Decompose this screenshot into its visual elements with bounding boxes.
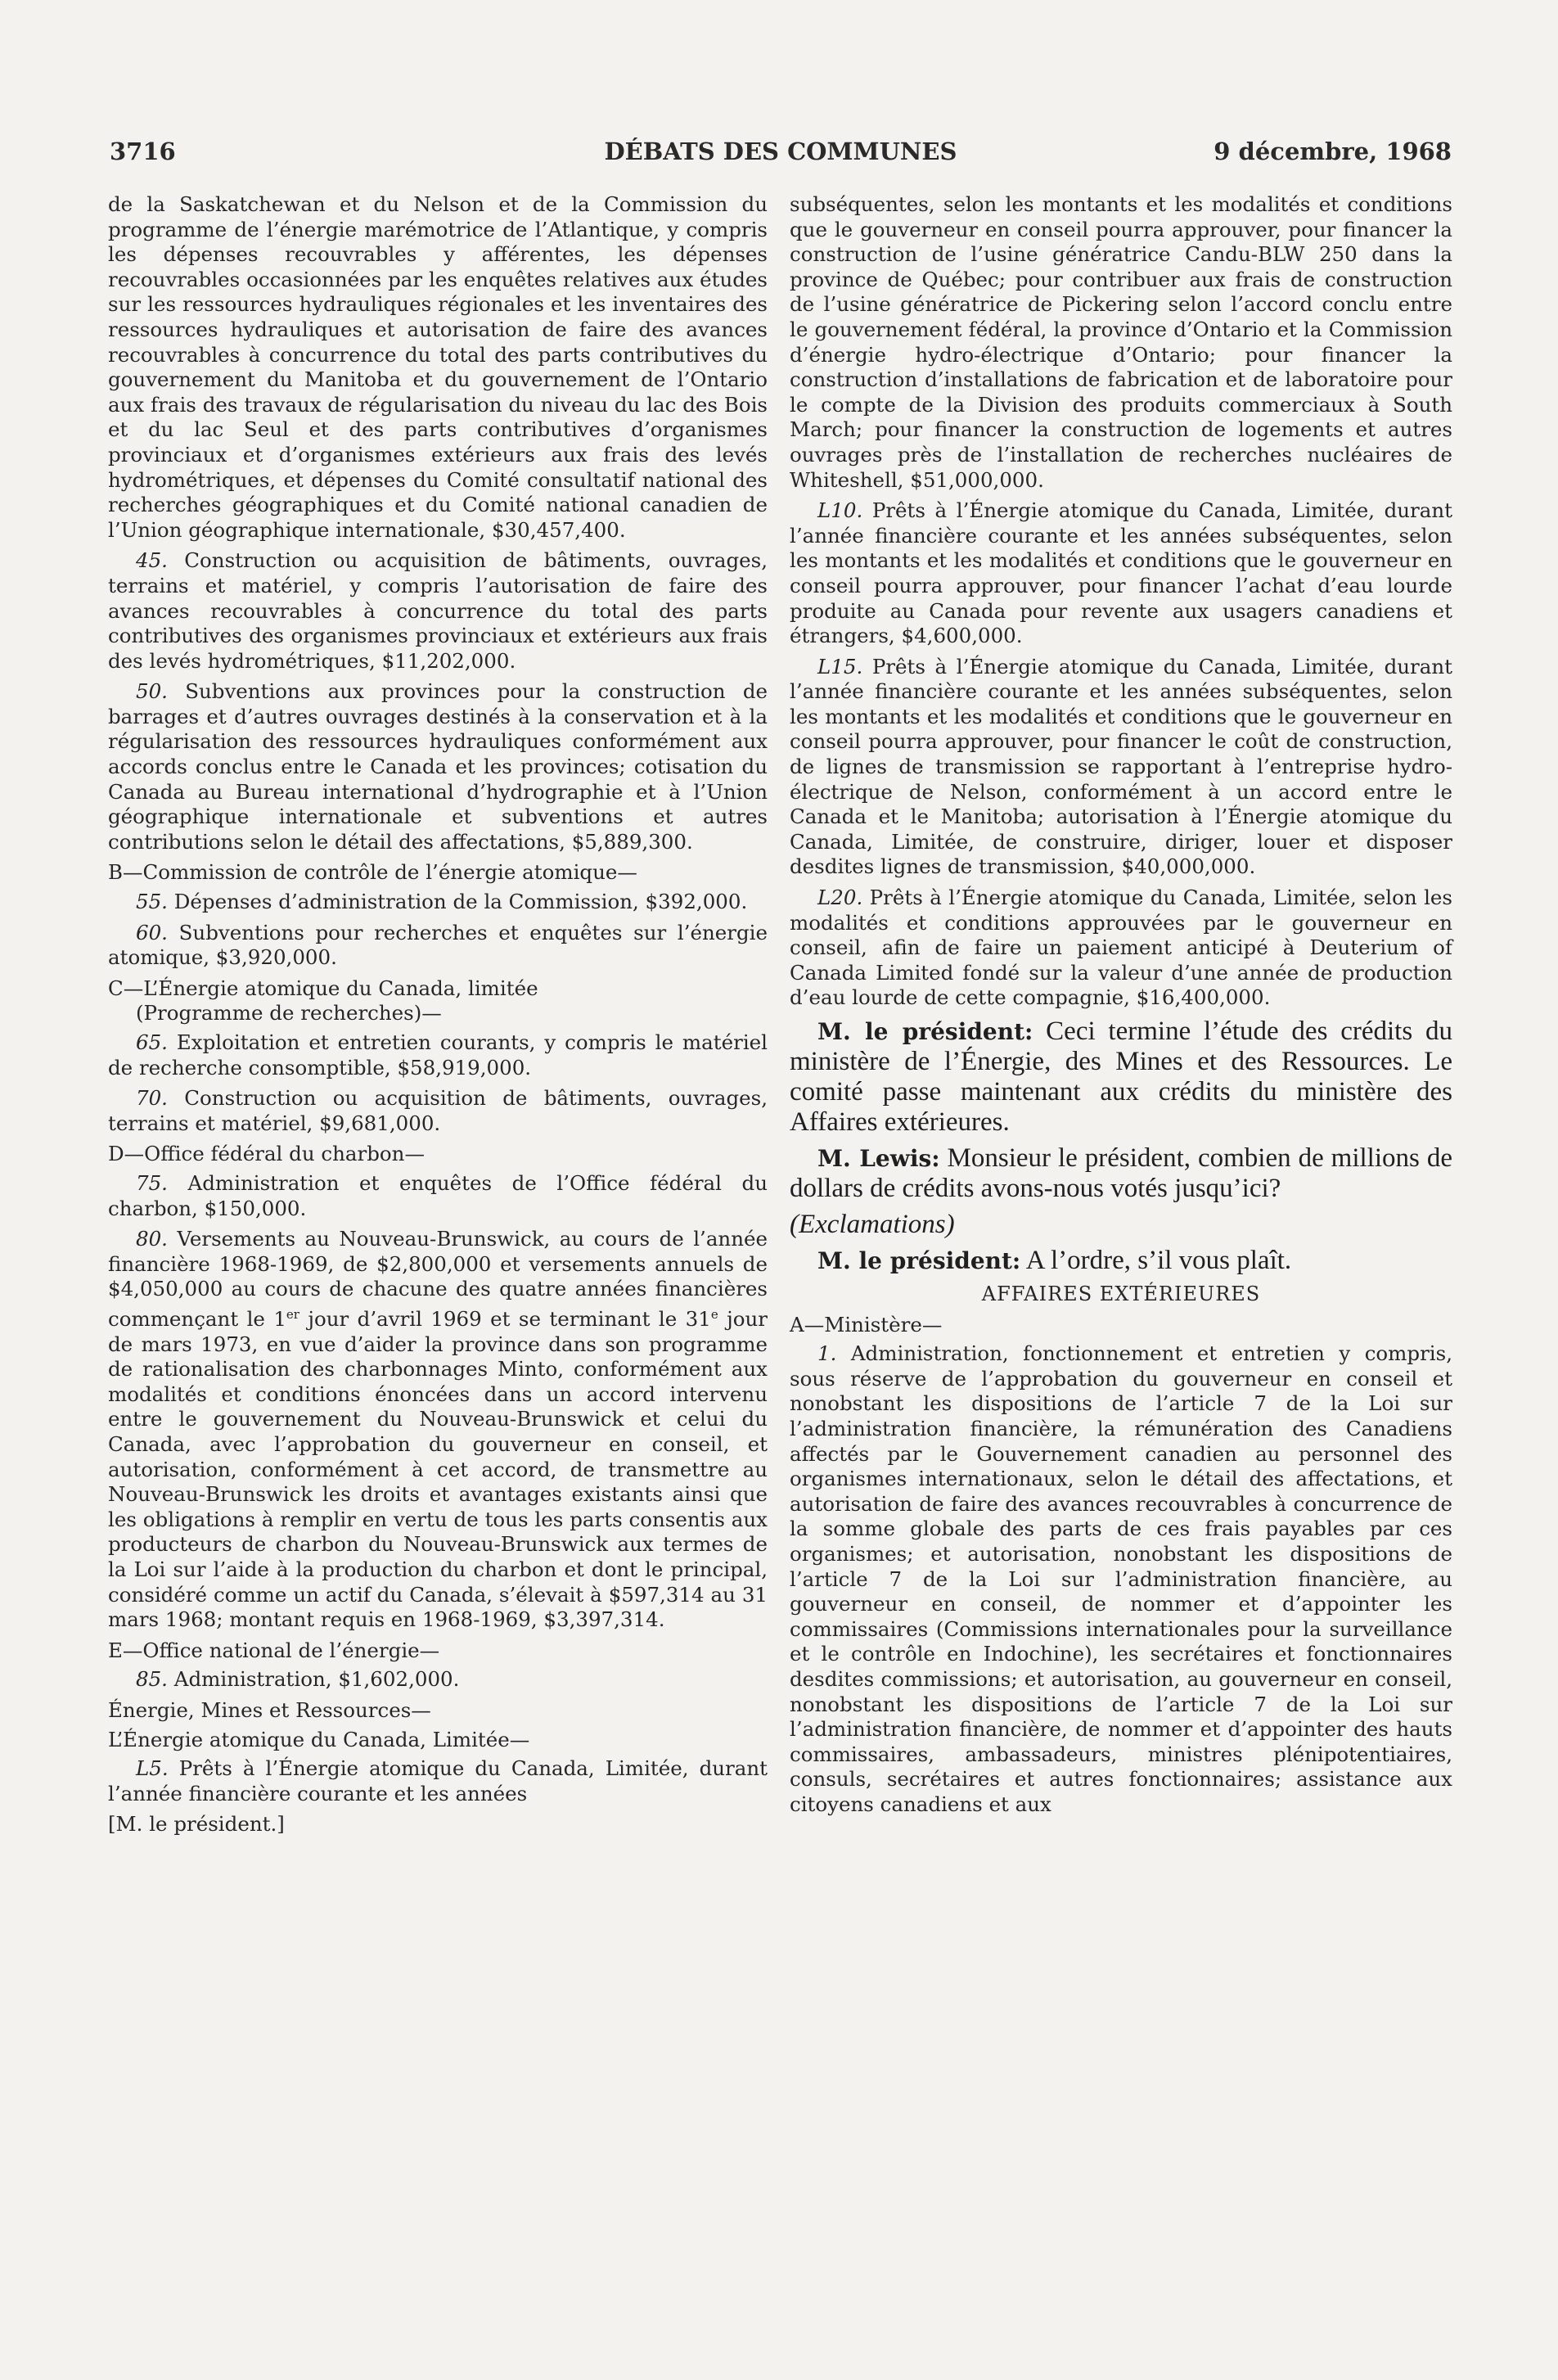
speech-text: Ceci termine l’étude des crédits du ministère de l’Énergie, des Mines et des Ressources. Le comité passe maintenant aux crédits du ministère des Affaires extérieures. [790, 1016, 1452, 1137]
vote-l20 [790, 886, 1452, 1011]
vote-text: Exploitation et entretien courants, y compris le matériel de recherche consomptible, $58,919,000. [108, 1030, 768, 1080]
vote-number: 75. [136, 1170, 168, 1195]
speech-lewis [790, 1143, 1452, 1204]
publication-title: DÉBATS DES COMMUNES [604, 137, 957, 165]
vote-text: Administration, $1,602,000. [167, 1667, 460, 1692]
vote-number: 45. [136, 548, 168, 573]
vote-text: jour d’avril 1969 et se terminant le 31 [299, 1307, 711, 1332]
section-heading-e: E—Office national de l’énergie— [108, 1638, 440, 1662]
vote-l5 [108, 1756, 768, 1806]
vote-text: jour de mars 1973, en vue d’aider la province dans son programme de rationalisation des charbonnages Minto, conformément aux modalités et conditions énoncées dans un accord intervenu entre le gouvernement du Nouveau-Brunswick et celui du Canada, avec l’approbation du gouverneur en conseil, et autorisation, conformément à cet accord, de transmettre au Nouveau-Brunswick les droits et avantages existants ainsi que les obligations à remplir en vertu de tous les parts consentis aux producteurs de charbon du Nouveau-Brunswick aux termes de la Loi sur l’aide à la production du charbon et dont le principal, considéré comme un actif du Canada, s’élevait à $597,314 au 31 mars 1968; montant requis en 1968-1969, $3,397,314. [108, 1307, 768, 1632]
vote-l15 [790, 655, 1452, 880]
vote-l10 [790, 498, 1452, 649]
page-date: 9 décembre, 1968 [1214, 137, 1452, 165]
vote-text: Subventions pour recherches et enquêtes sur l’énergie atomique, $3,920,000. [108, 920, 768, 970]
superscript: e [710, 1306, 718, 1322]
vote-number: 70. [136, 1086, 168, 1111]
vote-number: L15. [817, 654, 863, 678]
vote-number: L5. [136, 1756, 169, 1781]
speaker-footer: [M. le président.] [108, 1812, 285, 1837]
left-column [108, 192, 768, 1843]
right-column [790, 192, 1452, 1823]
speech-text: A l’ordre, s’il vous plaît. [1020, 1246, 1292, 1275]
vote-60 [108, 921, 768, 971]
vote-1 [790, 1341, 1452, 1817]
vote-70 [108, 1086, 768, 1136]
vote-number: 80. [136, 1227, 168, 1251]
vote-number: 65. [136, 1030, 168, 1054]
speaker-name: M. le président: [817, 1247, 1021, 1274]
section-heading-emr: Énergie, Mines et Ressources— [108, 1698, 431, 1722]
section-heading-lea: L’Énergie atomique du Canada, Limitée— [108, 1727, 530, 1751]
vote-text: Versements au Nouveau-Brunswick, au cours de l’année financière 1968-1969, de $2,800,000 et versements annuels de $4,050,000 au cours de chacune des quatre années financières commençant le 1 [108, 1227, 768, 1332]
vote-75 [108, 1171, 768, 1221]
vote-text: Administration, fonctionnement et entretien y compris, sous réserve de l’approbation du gouverneur en conseil et nonobstant les dispositions de l’article 7 de la Loi sur l’administration financière, la rémunération des Canadiens affectés par le Gouvernement canadien au personnel des organismes internationaux, selon le détail des affectations, et autorisation de faire des avances recouvrables à concurrence de la somme globale des parts de ces frais payables par ces organismes; et autorisation, nonobstant les dispositions de l’article 7 de la Loi sur l’administration financière, au gouverneur en conseil, de nommer et d’appointer les commissaires (Commissions internationales pour la surveillance et le contrôle en Indochine), les secrétaires et fonctionnaires desdites commissions; et autorisation, au gouverneur en conseil, nonobstant les dispositions de l’article 7 de la Loi sur l’administration financière, de nommer et d’appointer des hauts commissaires, ambassadeurs, ministres plénipotentiaires, consuls, secrétaires et autres fonctionnaires; assistance aux citoyens canadiens et aux [790, 1341, 1452, 1816]
vote-50 [108, 679, 768, 854]
page-number: 3716 [110, 137, 176, 165]
speaker-name: M. le président: [817, 1018, 1033, 1045]
vote-text: Administration et enquêtes de l’Office fédéral du charbon, $150,000. [108, 1170, 768, 1220]
vote-number: L20. [817, 886, 863, 910]
speech-chairman-1 [790, 1016, 1452, 1138]
vote-text: Construction ou acquisition de bâtiments, ouvrages, terrains et matériel, y compris l’autorisation de faire des avances recouvrables à concurrence du total des parts contributives des organismes provinciaux et extérieurs aux frais des levés hydrométriques, $11,202,000. [108, 548, 768, 673]
section-heading-c: C—L’Énergie atomique du Canada, limitée [108, 976, 538, 1000]
vote-number: 85. [136, 1667, 168, 1692]
vote-text: Construction ou acquisition de bâtiments, ouvrages, terrains et matériel, $9,681,000. [108, 1086, 768, 1135]
vote-text: Prêts à l’Énergie atomique du Canada, Limitée, durant l’année financière courante et les années subséquentes, selon les montants et les modalités et conditions que le gouverneur en conseil pourra approuver, pour financer le coût de construction, de lignes de transmission se rapportant à l’entreprise hydro-électrique de Nelson, conformément à un accord entre le Canada et le Manitoba; autorisation à l’Énergie atomique du Canada, Limitée, de construire, diriger, louer et disposer desdites lignes de transmission, $40,000,000. [790, 654, 1452, 879]
vote-number: 50. [136, 679, 168, 704]
vote-number: 60. [136, 920, 168, 944]
vote-text: Dépenses d’administration de la Commission, $392,000. [167, 890, 748, 914]
vote-number: L10. [817, 498, 863, 523]
vote-text: Prêts à l’Énergie atomique du Canada, Limitée, durant l’année financière courante et les années subséquentes, selon les montants et les modalités et conditions que le gouverneur en conseil pourra approuver, pour financer l’achat d’eau lourde produite au Canada pour revente aux usagers canadiens et étrangers, $4,600,000. [790, 498, 1452, 648]
vote-text: Prêts à l’Énergie atomique du Canada, Limitée, durant l’année financière courante et les années [108, 1756, 768, 1805]
page-header [110, 131, 1452, 172]
section-heading-b: B—Commission de contrôle de l’énergie atomique— [108, 860, 637, 885]
vote-55 [108, 890, 768, 915]
superscript: er [286, 1306, 299, 1322]
paragraph-continued: de la Saskatchewan et du Nelson et de la Commission du programme de l’énergie marémotrice de l’Atlantique, y compris les dépenses recouvrables y afférentes, les dépenses recouvrables occasionnées par les enquêtes relatives aux études sur les ressources hydrauliques régionales et les inventaires des ressources hydrauliques et autorisation de faire des avances recouvrables à concurrence du total des parts contributives du gouvernement du Manitoba et du gouvernement de l’Ontario aux frais des travaux de régularisation du niveau du lac des Bois et du lac Seul et des parts contributives d’organismes provinciaux et d’organismes extérieurs aux frais des levés hydrométriques, et dépenses du Comité consultatif national des recherches géographiques et du Comité national canadien de l’Union géographique internationale, $30,457,400. [108, 192, 768, 542]
paragraph-continued: subséquentes, selon les montants et les modalités et conditions que le gouverneur en conseil pourra approuver, pour financer la construction de l’usine génératrice Candu-BLW 250 dans la province de Québec; pour contribuer aux frais de construction de l’usine génératrice de Pickering selon l’accord conclu entre le gouvernement fédéral, la province d’Ontario et la Commission d’énergie hydro-électrique d’Ontario; pour financer la construction d’installations de fabrication et de laboratoire pour le compte de la Division des produits commerciaux à South March; pour financer la construction de logements et autres ouvrages près de l’installation de recherches nucléaires de Whiteshell, $51,000,000. [790, 192, 1452, 492]
section-heading-a: A—Ministère— [790, 1312, 943, 1336]
vote-number: 55. [136, 890, 168, 914]
speaker-name: M. Lewis: [817, 1145, 940, 1172]
vote-45 [108, 548, 768, 674]
exclamations: (Exclamations) [790, 1210, 955, 1239]
vote-80 [108, 1227, 768, 1633]
section-heading-d: D—Office fédéral du charbon— [108, 1142, 425, 1166]
speech-chairman-2 [790, 1246, 1452, 1276]
vote-number: 1. [817, 1341, 837, 1366]
section-title: AFFAIRES EXTÉRIEURES [981, 1282, 1261, 1305]
vote-65 [108, 1030, 768, 1080]
vote-text: Prêts à l’Énergie atomique du Canada, Limitée, selon les modalités et conditions approuvées par le gouverneur en conseil, afin de faire un paiement anticipé à Deuterium of Canada Limited fondé sur la valeur d’une année de production d’eau lourde de cette compagnie, $16,400,000. [790, 886, 1452, 1010]
vote-text: Subventions aux provinces pour la construction de barrages et d’autres ouvrages destinés à la conservation et à la régularisation des ressources hydrauliques conformément aux accords conclus entre le Canada et les provinces; cotisation du Canada au Bureau international d’hydrographie et à l’Union géographique internationale et subventions et autres contributions selon le détail des affectations, $5,889,300. [108, 679, 768, 854]
vote-85 [108, 1667, 768, 1693]
section-subheading-c: (Programme de recherches)— [136, 1001, 442, 1025]
speech-text: Monsieur le président, combien de millions de dollars de crédits avons-nous votés jusqu’ici? [790, 1143, 1452, 1203]
